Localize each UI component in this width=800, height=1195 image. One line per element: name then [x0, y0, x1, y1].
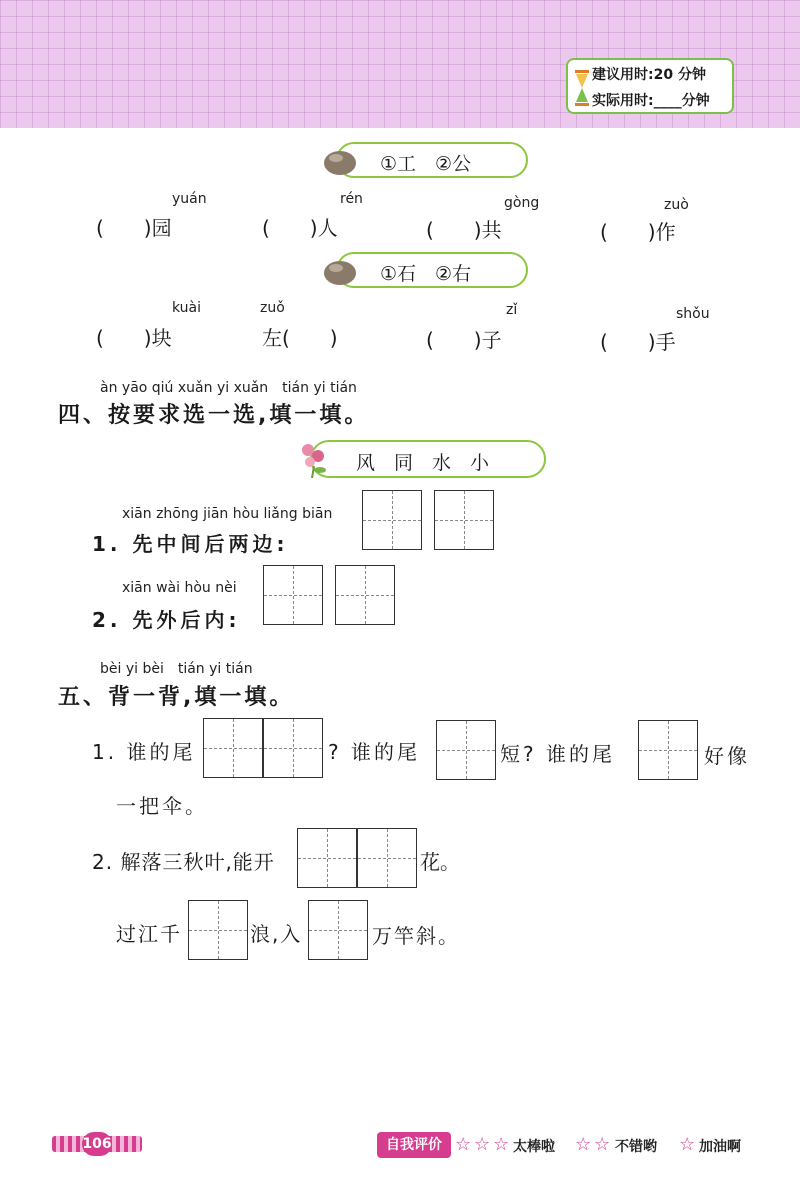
options-text: 风 同 水 小 [356, 452, 490, 474]
s5-q2-d: 浪,入 [250, 922, 303, 946]
pinyin: gòng [504, 195, 540, 211]
star-icon[interactable]: ☆ [455, 1134, 472, 1155]
blank-item[interactable]: ( )块 [96, 326, 172, 350]
suggested-time: 建议用时:20 分钟 [592, 67, 706, 83]
tian-grid-box[interactable] [188, 900, 248, 960]
hourglass-icon [574, 70, 590, 106]
s5-q1-a: 1. 谁的尾 [92, 740, 196, 764]
section4-pinyin: àn yāo qiú xuǎn yi xuǎn tián yi tián [100, 380, 357, 396]
section5-title: 五、背一背,填一填。 [58, 685, 295, 710]
star-icon[interactable]: ☆ [493, 1134, 510, 1155]
rock-icon [322, 256, 358, 286]
star-icon[interactable]: ☆ [679, 1134, 696, 1155]
tian-grid-box[interactable] [436, 720, 496, 780]
q1-pinyin: xiān zhōng jiān hòu liǎng biān [122, 506, 333, 522]
option-pill-2 [336, 252, 528, 288]
s5-q1-e: 一把伞。 [116, 794, 208, 818]
q2-text: 2. 先外后内: [92, 608, 241, 632]
blank-item[interactable]: ( )人 [262, 216, 338, 240]
s5-q2-e: 万竿斜。 [372, 924, 460, 948]
tian-grid-box[interactable] [434, 490, 494, 550]
tian-grid-box[interactable] [263, 565, 323, 625]
pinyin: zǐ [506, 302, 518, 318]
s5-q2-a: 2. 解落三秋叶,能开 [92, 850, 275, 874]
tian-grid-box[interactable] [203, 718, 263, 778]
q2-pinyin: xiān wài hòu nèi [122, 580, 237, 596]
tian-grid-box[interactable] [335, 565, 395, 625]
tian-grid-box[interactable] [308, 900, 368, 960]
options-pill [310, 440, 546, 478]
s5-q1-d: 好像 [704, 744, 750, 768]
blank-item[interactable]: ( )共 [426, 218, 502, 242]
section4-title: 四、按要求选一选,填一填。 [58, 403, 370, 428]
rating-2-label: 不错哟 [615, 1139, 657, 1155]
rating-3-label: 太棒啦 [513, 1139, 555, 1155]
option-pill-1 [336, 142, 528, 178]
flower-icon [296, 438, 332, 478]
tian-grid-box[interactable] [362, 490, 422, 550]
tian-grid-box[interactable] [357, 828, 417, 888]
blank-item[interactable]: ( )手 [600, 330, 676, 354]
blank-item[interactable]: ( )园 [96, 216, 172, 240]
star-icon[interactable]: ☆ [474, 1134, 491, 1155]
section5-pinyin: bèi yi bèi tián yi tián [100, 661, 253, 677]
rock-icon [322, 146, 358, 176]
star-icon[interactable]: ☆ [575, 1134, 592, 1155]
star-icon[interactable]: ☆ [594, 1134, 611, 1155]
blank-item[interactable]: 左( ) [262, 326, 338, 350]
pinyin: kuài [172, 300, 202, 316]
option-pill-1-text: ①工 ②公 [380, 153, 472, 175]
rating-1-label: 加油啊 [699, 1139, 741, 1155]
pinyin: rén [340, 191, 363, 207]
page-number-badge [52, 1132, 142, 1156]
pinyin: shǒu [676, 306, 710, 322]
blank-item[interactable]: ( )子 [426, 328, 502, 352]
tian-grid-box[interactable] [297, 828, 357, 888]
s5-q1-b: ? 谁的尾 [328, 740, 420, 764]
self-eval-label: 自我评价 [377, 1132, 451, 1158]
blank-item[interactable]: ( )作 [600, 220, 676, 244]
s5-q2-b: 花。 [420, 850, 460, 874]
s5-q2-c: 过江千 [116, 922, 182, 946]
option-pill-2-text: ①石 ②右 [380, 263, 472, 285]
q1-text: 1. 先中间后两边: [92, 532, 289, 556]
tian-grid-box[interactable] [263, 718, 323, 778]
actual-time: 实际用时:____分钟 [592, 93, 710, 109]
pinyin: yuán [172, 191, 207, 207]
time-box [566, 58, 734, 114]
pinyin: zuǒ [260, 300, 285, 316]
tian-grid-box[interactable] [638, 720, 698, 780]
page-number: 106 [82, 1132, 112, 1156]
pinyin: zuò [664, 197, 689, 213]
s5-q1-c: 短? 谁的尾 [500, 742, 615, 766]
